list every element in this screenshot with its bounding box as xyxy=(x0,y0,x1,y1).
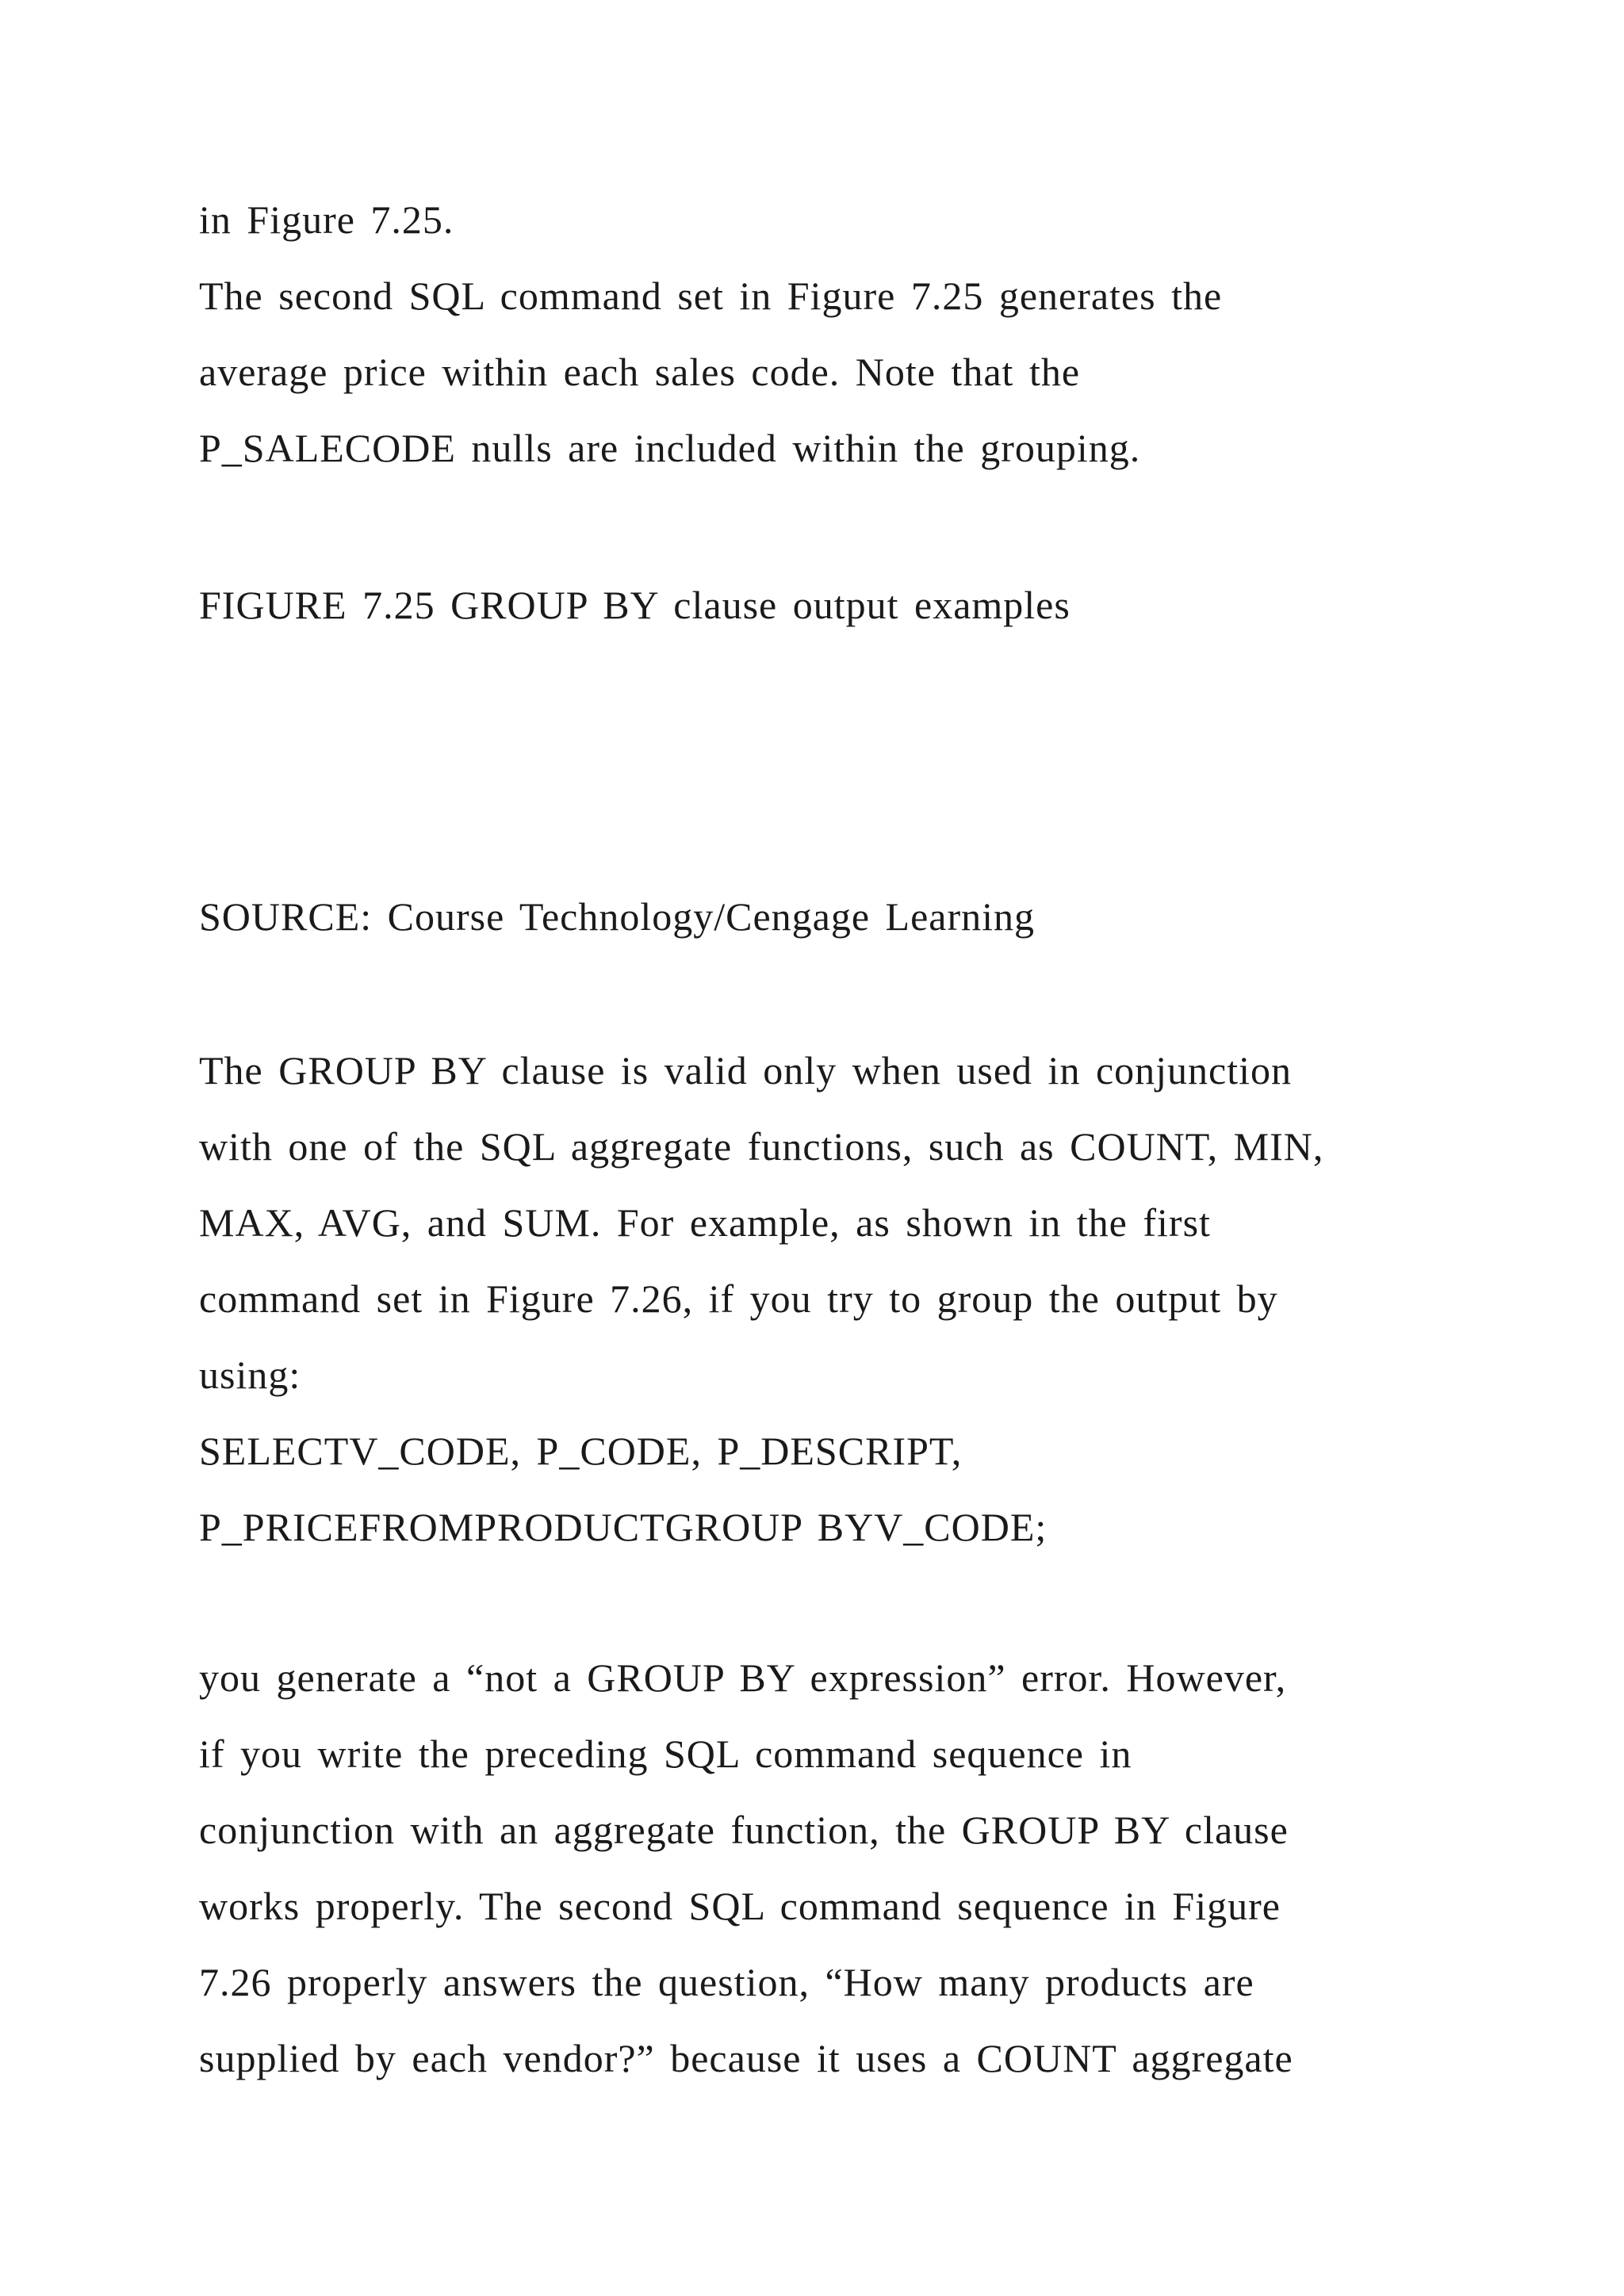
paragraph-line: you generate a “not a GROUP BY expression” error. However, xyxy=(199,1655,1287,1700)
code-line: SELECTV_CODE, P_CODE, P_DESCRIPT, xyxy=(199,1429,963,1473)
paragraph-line: supplied by each vendor?” because it uses a COUNT aggregate xyxy=(199,2036,1293,2080)
paragraph-line: using: xyxy=(199,1353,301,1397)
paragraph-line: conjunction with an aggregate function, the GROUP BY clause xyxy=(199,1808,1289,1852)
paragraph-line: 7.26 properly answers the question, “How many products are xyxy=(199,1960,1254,2004)
paragraph-line: in Figure 7.25. xyxy=(199,197,454,242)
paragraph-line: The second SQL command set in Figure 7.25 generates the xyxy=(199,274,1223,318)
figure-caption: FIGURE 7.25 GROUP BY clause output examples xyxy=(199,583,1071,627)
paragraph-line: The GROUP BY clause is valid only when used in conjunction xyxy=(199,1048,1293,1093)
code-line: P_PRICEFROMPRODUCTGROUP BYV_CODE; xyxy=(199,1505,1048,1549)
paragraph-line: if you write the preceding SQL command sequence in xyxy=(199,1732,1132,1776)
paragraph-line: average price within each sales code. Note that the xyxy=(199,350,1081,394)
figure-source: SOURCE: Course Technology/Cengage Learning xyxy=(199,894,1036,939)
paragraph-line: command set in Figure 7.26, if you try to group the output by xyxy=(199,1276,1278,1321)
paragraph-line: with one of the SQL aggregate functions, such as COUNT, MIN, xyxy=(199,1124,1324,1169)
paragraph-line: MAX, AVG, and SUM. For example, as shown in the first xyxy=(199,1200,1211,1245)
paragraph-line: P_SALECODE nulls are included within the grouping. xyxy=(199,426,1141,470)
paragraph-line: works properly. The second SQL command sequence in Figure xyxy=(199,1884,1281,1928)
